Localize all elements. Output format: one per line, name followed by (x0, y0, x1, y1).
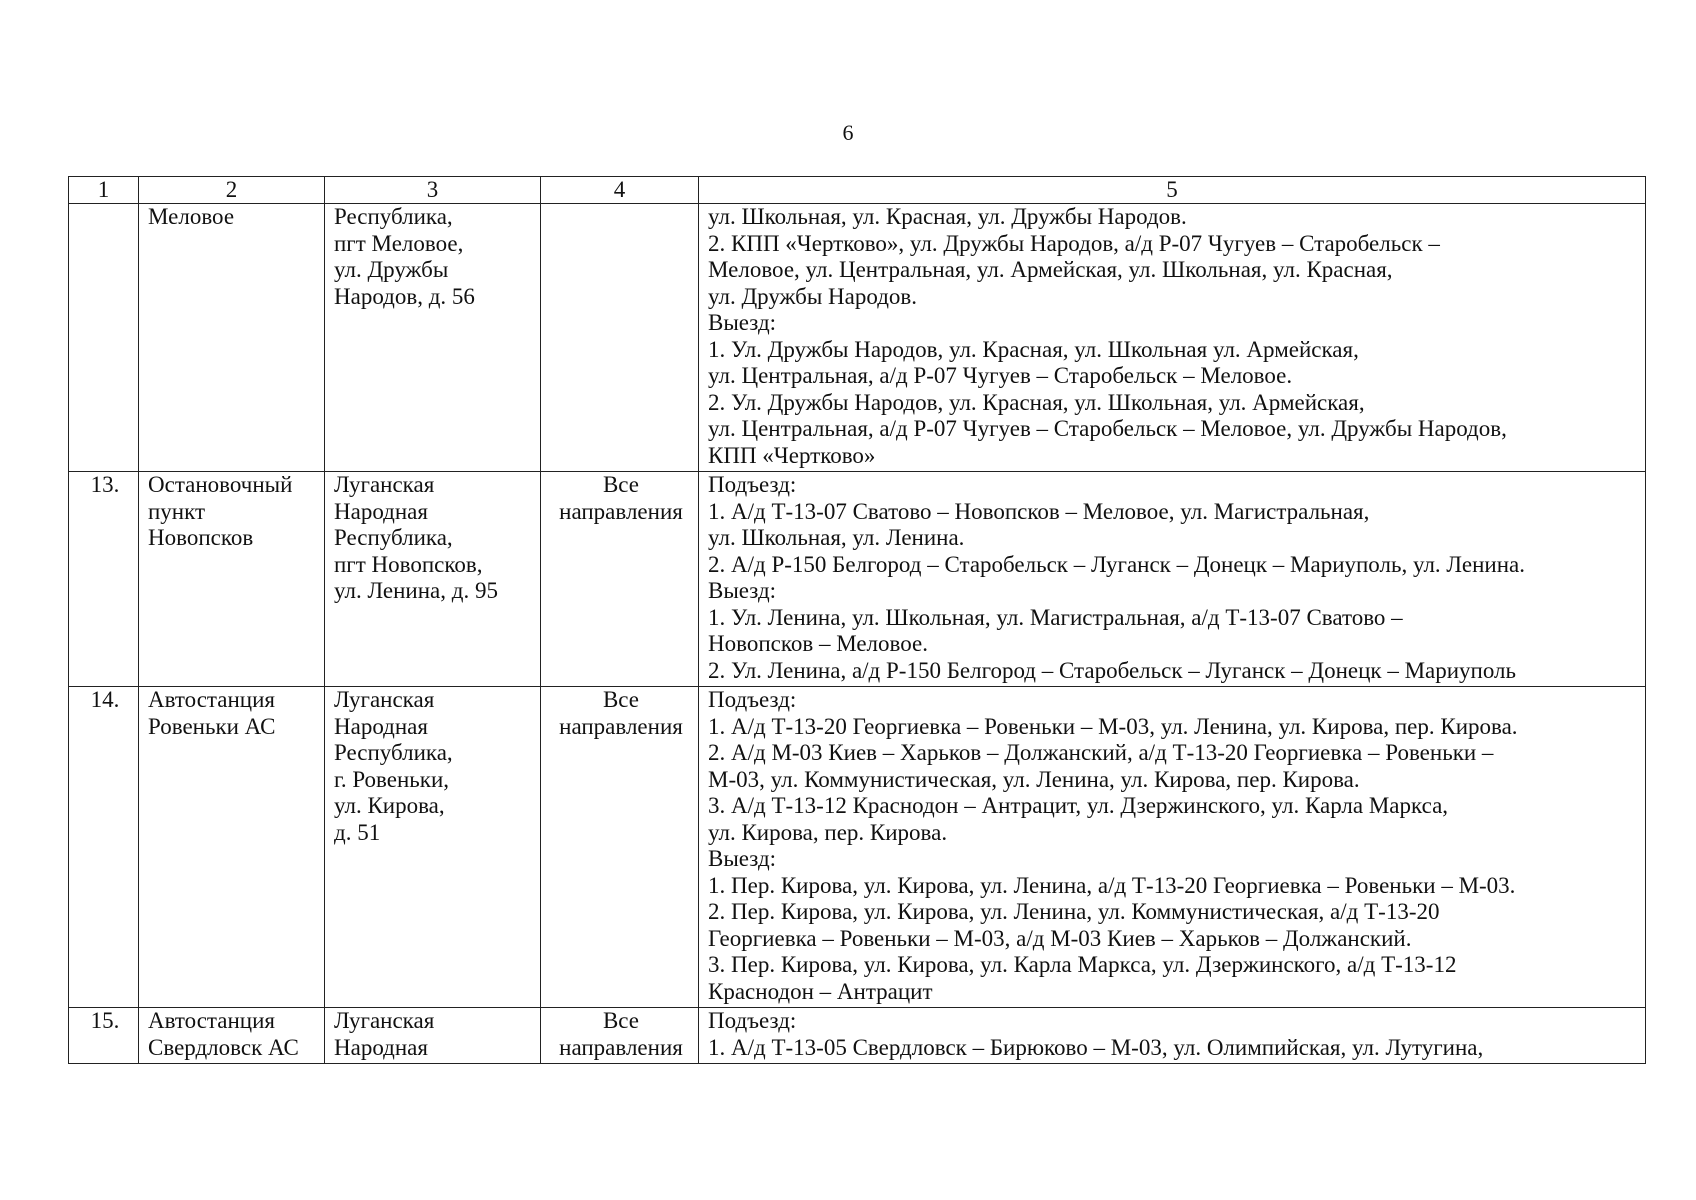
station-name-line: Меловое (148, 204, 235, 229)
route-description-cell (699, 1008, 1646, 1064)
direction-line: Все (602, 472, 640, 497)
table-row (69, 1008, 1646, 1064)
table-row (69, 204, 1646, 472)
route-line: ул. Кирова, пер. Кирова. (708, 819, 948, 845)
station-address-cell (325, 472, 541, 687)
station-name-line: Автостанция (148, 687, 275, 712)
route-line: Выезд: (708, 310, 777, 335)
station-address-line: Луганская (334, 472, 435, 497)
route-line: 1. А/д Т-13-20 Георгиевка – Ровеньки – М-03, ул. Ленина, ул. Кирова, пер. Кирова. (708, 713, 1518, 739)
route-line: 2. А/д М-03 Киев – Харьков – Должанский, а/д Т-13-20 Георгиевка – Ровеньки – (708, 740, 1494, 765)
row-number-cell (69, 204, 139, 472)
station-address-line: пгт Новопсков, (334, 551, 483, 577)
direction-line: Все (602, 687, 640, 712)
station-address-line: Народов, д. 56 (334, 283, 475, 309)
route-description-cell (699, 204, 1646, 472)
route-line: Выезд: (708, 578, 777, 603)
route-line: 2. А/д Р-150 Белгород – Старобельск – Луганск – Донецк – Мариуполь, ул. Ленина. (708, 551, 1525, 577)
station-address-line: Республика, (334, 740, 453, 765)
station-name-line: Свердловск АС (148, 1034, 299, 1060)
direction-line: направления (559, 713, 683, 739)
station-address-cell (325, 687, 541, 1008)
route-line: Новопсков – Меловое. (708, 631, 928, 656)
route-line: ул. Дружбы Народов. (708, 283, 918, 309)
station-name-cell (139, 472, 325, 687)
station-address-line: Республика, (334, 525, 453, 550)
column-header-3: 3 (325, 177, 541, 204)
column-number-row (69, 177, 1646, 204)
station-name-cell (139, 1008, 325, 1064)
station-name-line: Ровеньки АС (148, 713, 276, 739)
route-line: 2. Пер. Кирова, ул. Кирова, ул. Ленина, ул. Коммунистическая, а/д Т-13-20 (708, 899, 1440, 924)
route-description-cell (699, 687, 1646, 1008)
route-line: 1. Пер. Кирова, ул. Кирова, ул. Ленина, а/д Т-13-20 Георгиевка – Ровеньки – М-03. (708, 872, 1516, 898)
route-line: 2. Ул. Дружбы Народов, ул. Красная, ул. Школьная, ул. Армейская, (708, 389, 1365, 415)
station-name-cell (139, 204, 325, 472)
station-name-line: Автостанция (148, 1008, 275, 1033)
station-address-line: д. 51 (334, 819, 381, 845)
column-header-1: 1 (69, 177, 139, 204)
direction-line: направления (559, 1034, 683, 1060)
row-number: 14. (90, 687, 120, 712)
direction-cell (541, 687, 699, 1008)
station-address-line: Луганская (334, 687, 435, 712)
route-line: Подъезд: (708, 472, 797, 497)
table-row (69, 687, 1646, 1008)
station-address-line: ул. Кирова, (334, 793, 445, 818)
station-address-line: ул. Ленина, д. 95 (334, 578, 498, 603)
station-address-line: Республика, (334, 204, 453, 229)
route-line: ул. Школьная, ул. Красная, ул. Дружбы Народов. (708, 204, 1187, 229)
route-line: ул. Центральная, а/д Р-07 Чугуев – Старобельск – Меловое, ул. Дружбы Народов, (708, 416, 1507, 441)
route-line: 2. Ул. Ленина, а/д Р-150 Белгород – Старобельск – Луганск – Донецк – Мариуполь (708, 657, 1517, 683)
route-line: Краснодон – Антрацит (708, 978, 933, 1004)
direction-cell (541, 204, 699, 472)
table-row (69, 472, 1646, 687)
route-line: 1. Ул. Ленина, ул. Школьная, ул. Магистральная, а/д Т-13-07 Сватово – (708, 604, 1403, 630)
route-line: 2. КПП «Чертково», ул. Дружбы Народов, а/д Р-07 Чугуев – Старобельск – (708, 230, 1440, 256)
route-line: М-03, ул. Коммунистическая, ул. Ленина, ул. Кирова, пер. Кирова. (708, 766, 1360, 792)
row-number: 13. (90, 472, 120, 497)
direction-cell (541, 472, 699, 687)
direction-cell (541, 1008, 699, 1064)
station-address-line: Народная (334, 713, 428, 739)
row-number-cell (69, 472, 139, 687)
station-name-line: Остановочный (148, 472, 293, 497)
station-address-line: пгт Меловое, (334, 230, 464, 256)
direction-line: направления (559, 498, 683, 524)
route-line: Подъезд: (708, 1008, 797, 1033)
route-line: Выезд: (708, 846, 777, 871)
bus-stations-table (68, 176, 1646, 1064)
page-number: 6 (842, 120, 854, 145)
column-header-2: 2 (139, 177, 325, 204)
route-line: КПП «Чертково» (708, 442, 876, 468)
station-address-line: Народная (334, 498, 428, 524)
column-header-4: 4 (541, 177, 699, 204)
route-line: 3. А/д Т-13-12 Краснодон – Антрацит, ул. Дзержинского, ул. Карла Маркса, (708, 793, 1449, 818)
row-number-cell (69, 687, 139, 1008)
station-address-line: г. Ровеньки, (334, 766, 450, 792)
route-line: Подъезд: (708, 687, 797, 712)
station-address-cell (325, 204, 541, 472)
column-header-5: 5 (699, 177, 1646, 204)
route-line: ул. Школьная, ул. Ленина. (708, 525, 965, 550)
route-line: ул. Центральная, а/д Р-07 Чугуев – Старобельск – Меловое. (708, 363, 1293, 388)
direction-line: Все (602, 1008, 640, 1033)
row-number-cell (69, 1008, 139, 1064)
station-address-cell (325, 1008, 541, 1064)
row-number: 15. (90, 1008, 120, 1033)
station-name-line: пункт (148, 498, 206, 524)
route-line: 1. А/д Т-13-07 Сватово – Новопсков – Меловое, ул. Магистральная, (708, 498, 1370, 524)
route-line: Меловое, ул. Центральная, ул. Армейская, ул. Школьная, ул. Красная, (708, 257, 1393, 282)
route-line: 1. Ул. Дружбы Народов, ул. Красная, ул. Школьная ул. Армейская, (708, 336, 1359, 362)
station-address-line: Народная (334, 1034, 428, 1060)
route-line: 3. Пер. Кирова, ул. Кирова, ул. Карла Маркса, ул. Дзержинского, а/д Т-13-12 (708, 952, 1457, 977)
route-line: 1. А/д Т-13-05 Свердловск – Бирюково – М-03, ул. Олимпийская, ул. Лутугина, (708, 1034, 1484, 1060)
route-line: Георгиевка – Ровеньки – М-03, а/д М-03 Киев – Харьков – Должанский. (708, 925, 1412, 951)
station-name-cell (139, 687, 325, 1008)
station-name-line: Новопсков (148, 525, 254, 550)
route-description-cell (699, 472, 1646, 687)
station-address-line: Луганская (334, 1008, 435, 1033)
station-address-line: ул. Дружбы (334, 257, 449, 282)
